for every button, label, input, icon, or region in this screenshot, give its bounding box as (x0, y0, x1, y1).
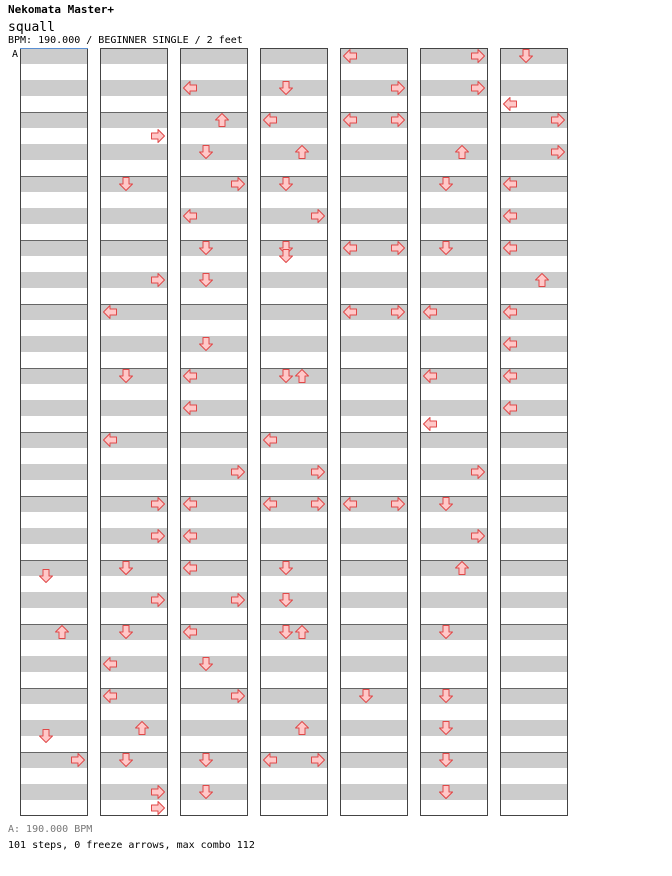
beat-band (340, 688, 408, 704)
chart-column (340, 48, 408, 816)
beat-band (260, 656, 328, 672)
beat-band (340, 368, 408, 384)
beat-band (20, 336, 88, 352)
beat-band (260, 720, 328, 736)
beat-band (260, 336, 328, 352)
beat-band (340, 624, 408, 640)
beat-band (500, 592, 568, 608)
beat-band (180, 432, 248, 448)
left-arrow-icon (424, 418, 437, 431)
beat-band (420, 720, 488, 736)
beat-band (100, 144, 168, 160)
beat-band (20, 208, 88, 224)
beat-band (500, 624, 568, 640)
beat-band (500, 560, 568, 576)
app-title: Nekomata Master+ (8, 3, 114, 16)
beat-band (260, 688, 328, 704)
beat-band (100, 400, 168, 416)
beat-band (180, 784, 248, 800)
beat-band (260, 560, 328, 576)
beat-band (340, 720, 408, 736)
beat-band (420, 336, 488, 352)
beat-band (100, 240, 168, 256)
beat-band (500, 688, 568, 704)
chart-stats: 101 steps, 0 freeze arrows, max combo 112 (8, 840, 255, 851)
beat-band (100, 80, 168, 96)
beat-band (420, 656, 488, 672)
beat-band (420, 752, 488, 768)
beat-band (20, 496, 88, 512)
beat-band (100, 560, 168, 576)
chart-column (420, 48, 488, 816)
beat-band (100, 624, 168, 640)
beat-band (20, 400, 88, 416)
beat-band (20, 656, 88, 672)
beat-band (420, 240, 488, 256)
chart-column (20, 48, 88, 816)
beat-band (100, 208, 168, 224)
beat-band (180, 656, 248, 672)
beat-band (260, 80, 328, 96)
beat-band (20, 112, 88, 128)
beat-band (420, 784, 488, 800)
beat-band (100, 752, 168, 768)
beat-band (100, 720, 168, 736)
beat-band (20, 592, 88, 608)
beat-band (500, 496, 568, 512)
beat-band (180, 112, 248, 128)
beat-band (100, 48, 168, 64)
beat-band (180, 144, 248, 160)
beat-band (20, 784, 88, 800)
song-title: squall (8, 20, 55, 35)
beat-band (500, 464, 568, 480)
beat-band (260, 240, 328, 256)
beat-band (340, 400, 408, 416)
beat-band (340, 592, 408, 608)
beat-band (500, 528, 568, 544)
beat-band (500, 80, 568, 96)
beat-band (20, 720, 88, 736)
beat-band (20, 560, 88, 576)
beat-band (260, 624, 328, 640)
beat-band (260, 368, 328, 384)
beat-band (500, 432, 568, 448)
beat-band (20, 464, 88, 480)
right-arrow-icon (152, 802, 165, 815)
beat-band (340, 464, 408, 480)
beat-band (500, 784, 568, 800)
beat-band (500, 720, 568, 736)
beat-band (340, 560, 408, 576)
beat-band (260, 592, 328, 608)
beat-band (420, 272, 488, 288)
beat-band (100, 112, 168, 128)
beat-band (260, 528, 328, 544)
beat-band (420, 624, 488, 640)
beat-band (420, 496, 488, 512)
beat-band (260, 400, 328, 416)
beat-band (180, 272, 248, 288)
beat-band (20, 624, 88, 640)
beat-band (340, 208, 408, 224)
beat-band (100, 464, 168, 480)
beat-band (20, 528, 88, 544)
beat-band (20, 368, 88, 384)
beat-band (20, 80, 88, 96)
beat-band (420, 592, 488, 608)
beat-band (260, 272, 328, 288)
beat-band (20, 432, 88, 448)
beat-band (340, 176, 408, 192)
beat-band (180, 752, 248, 768)
beat-band (340, 784, 408, 800)
beat-band (20, 144, 88, 160)
beat-band (260, 176, 328, 192)
beat-band (260, 48, 328, 64)
beat-band (420, 144, 488, 160)
beat-band (20, 688, 88, 704)
beat-band (180, 48, 248, 64)
chart-column (260, 48, 328, 816)
right-arrow-icon (152, 130, 165, 143)
beat-band (20, 272, 88, 288)
chart-column (500, 48, 568, 816)
beat-band (420, 688, 488, 704)
beat-band (260, 784, 328, 800)
left-arrow-icon (504, 98, 517, 111)
beat-band (420, 112, 488, 128)
beat-band (180, 304, 248, 320)
beat-band (20, 176, 88, 192)
beat-band (340, 336, 408, 352)
beat-band (500, 48, 568, 64)
beat-band (100, 368, 168, 384)
beat-band (500, 752, 568, 768)
beat-band (260, 304, 328, 320)
beat-band (340, 752, 408, 768)
beat-band (100, 176, 168, 192)
beat-band (340, 144, 408, 160)
beat-band (260, 144, 328, 160)
bpm-legend: A: 190.000 BPM (8, 824, 93, 835)
beat-band (20, 240, 88, 256)
beat-band (420, 176, 488, 192)
beat-band (180, 720, 248, 736)
beat-band (420, 400, 488, 416)
beat-band (500, 272, 568, 288)
beat-band (180, 336, 248, 352)
beat-band (100, 336, 168, 352)
beat-band (180, 240, 248, 256)
beat-band (340, 432, 408, 448)
beat-band (420, 432, 488, 448)
bpm-marker-label: A (12, 49, 19, 60)
beat-band (340, 272, 408, 288)
beat-band (20, 48, 88, 64)
beat-band (420, 560, 488, 576)
beat-band (340, 656, 408, 672)
beat-band (420, 208, 488, 224)
beat-band (500, 656, 568, 672)
beat-band (340, 528, 408, 544)
chart-info: BPM: 190.000 / BEGINNER SINGLE / 2 feet (8, 35, 243, 46)
beat-band (20, 304, 88, 320)
